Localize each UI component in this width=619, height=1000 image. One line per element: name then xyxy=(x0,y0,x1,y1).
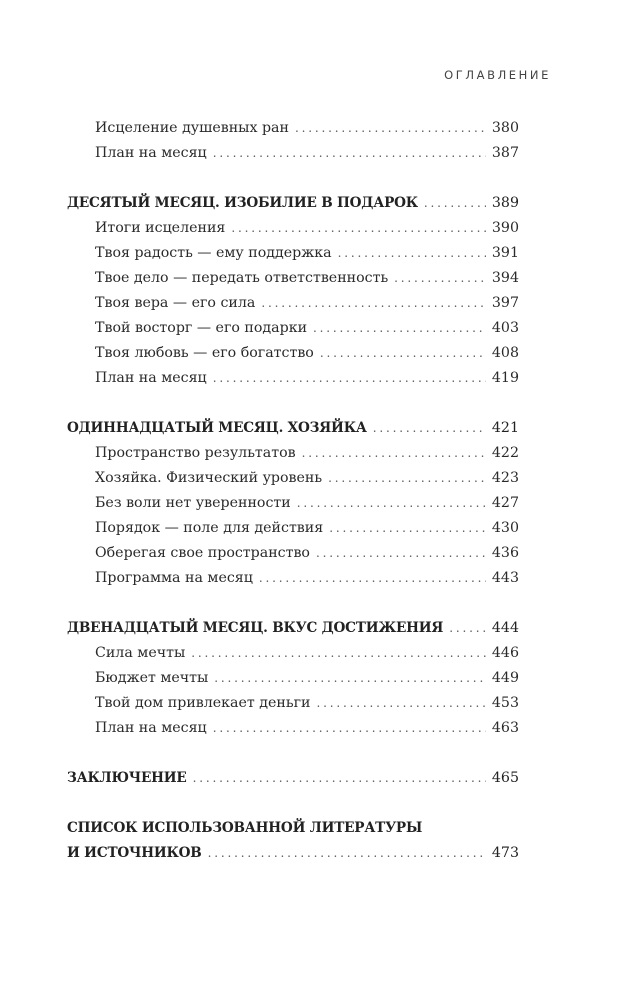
running-head: ОГЛАВЛЕНИЕ xyxy=(444,68,551,82)
entry-title: План на месяц xyxy=(95,145,207,161)
entry-title: Твоя вера — его сила xyxy=(95,295,256,311)
entry-page-number: 463 xyxy=(491,720,519,736)
entry-title: План на месяц xyxy=(95,370,207,386)
dot-leader xyxy=(193,766,486,791)
chapter-heading-bibliography[interactable] xyxy=(67,841,519,866)
toc-section xyxy=(67,416,519,591)
entry-title: ДЕСЯТЫЙ МЕСЯЦ. ИЗОБИЛИЕ В ПОДАРОК xyxy=(67,195,418,211)
toc-entry[interactable] xyxy=(67,666,519,691)
dot-leader xyxy=(316,541,486,566)
dot-leader xyxy=(313,316,486,341)
dot-leader xyxy=(213,716,486,741)
entry-page-number: 443 xyxy=(491,570,519,586)
dot-leader xyxy=(191,641,486,666)
dot-leader xyxy=(316,691,485,716)
entry-title: Сила мечты xyxy=(95,645,186,661)
toc-entry[interactable] xyxy=(67,366,519,391)
dot-leader xyxy=(394,266,486,291)
toc-entry[interactable] xyxy=(67,566,519,591)
chapter-heading[interactable] xyxy=(67,416,519,441)
entry-title: Исцеление душевных ран xyxy=(95,120,289,136)
entry-title: Программа на месяц xyxy=(95,570,253,586)
dot-leader xyxy=(328,466,486,491)
entry-title: Твой восторг — его подарки xyxy=(95,320,308,336)
toc-entry[interactable] xyxy=(67,141,519,166)
entry-page-number: 419 xyxy=(491,370,519,386)
dot-leader xyxy=(259,566,486,591)
entry-page-number: 394 xyxy=(491,270,519,286)
entry-page-number: 449 xyxy=(491,670,519,686)
entry-page-number: 473 xyxy=(491,845,519,861)
entry-title: Бюджет мечты xyxy=(95,670,209,686)
bibliography-section[interactable] xyxy=(67,816,519,866)
entry-page-number: 427 xyxy=(491,495,519,511)
toc-entry[interactable] xyxy=(67,491,519,516)
dot-leader xyxy=(373,416,486,441)
entry-title: ЗАКЛЮЧЕНИЕ xyxy=(67,770,187,786)
dot-leader xyxy=(329,516,486,541)
dot-leader xyxy=(213,366,486,391)
entry-page-number: 403 xyxy=(491,320,519,336)
toc-entry[interactable] xyxy=(67,516,519,541)
toc-entry[interactable] xyxy=(67,466,519,491)
entry-page-number: 446 xyxy=(491,645,519,661)
dot-leader xyxy=(208,841,486,866)
entry-page-number: 387 xyxy=(491,145,519,161)
entry-page-number: 390 xyxy=(491,220,519,236)
entry-page-number: 453 xyxy=(491,695,519,711)
toc-entry[interactable] xyxy=(67,116,519,141)
entry-title: Хозяйка. Физический уровень xyxy=(95,470,323,486)
dot-leader xyxy=(261,291,486,316)
toc-entry[interactable] xyxy=(67,641,519,666)
toc-section xyxy=(67,191,519,391)
toc-entry[interactable] xyxy=(67,291,519,316)
entry-page-number: 421 xyxy=(491,420,519,436)
toc-entry[interactable] xyxy=(67,691,519,716)
dot-leader xyxy=(213,141,486,166)
entry-title: План на месяц xyxy=(95,720,207,736)
toc-entry[interactable] xyxy=(67,341,519,366)
toc-entry[interactable] xyxy=(67,216,519,241)
toc-entry[interactable] xyxy=(67,716,519,741)
chapter-heading[interactable] xyxy=(67,191,519,216)
dot-leader xyxy=(320,341,486,366)
entry-page-number: 408 xyxy=(491,345,519,361)
entry-page-number: 465 xyxy=(491,770,519,786)
toc-entry[interactable] xyxy=(67,541,519,566)
entry-title: Без воли нет уверенности xyxy=(95,495,291,511)
entry-page-number: 436 xyxy=(491,545,519,561)
dot-leader xyxy=(449,616,486,641)
entry-title: ДВЕНАДЦАТЫЙ МЕСЯЦ. ВКУС ДОСТИЖЕНИЯ xyxy=(67,620,444,636)
entry-page-number: 389 xyxy=(491,195,519,211)
entry-title: Твоя любовь — его богатство xyxy=(95,345,314,361)
toc-entry[interactable] xyxy=(67,441,519,466)
toc-entry[interactable] xyxy=(67,316,519,341)
chapter-heading-conclusion[interactable] xyxy=(67,766,519,791)
toc-section xyxy=(67,116,519,166)
dot-leader xyxy=(231,216,486,241)
dot-leader xyxy=(297,491,486,516)
entry-title: Порядок — поле для действия xyxy=(95,520,324,536)
entry-title: Твой дом привлекает деньги xyxy=(95,695,311,711)
toc-entry[interactable] xyxy=(67,241,519,266)
chapter-heading[interactable] xyxy=(67,616,519,641)
entry-title: Оберегая свое пространство xyxy=(95,545,310,561)
entry-title: Твое дело — передать ответственность xyxy=(95,270,389,286)
dot-leader xyxy=(338,241,486,266)
entry-page-number: 423 xyxy=(491,470,519,486)
entry-title: Твоя радость — ему поддержка xyxy=(95,245,332,261)
dot-leader xyxy=(295,116,486,141)
dot-leader xyxy=(302,441,486,466)
entry-page-number: 380 xyxy=(491,120,519,136)
bibliography-title-line1: СПИСОК ИСПОЛЬЗОВАННОЙ ЛИТЕРАТУРЫ xyxy=(67,820,423,836)
dot-leader xyxy=(214,666,486,691)
entry-title: И ИСТОЧНИКОВ xyxy=(67,845,202,861)
table-of-contents xyxy=(67,116,519,891)
entry-title: ОДИННАДЦАТЫЙ МЕСЯЦ. ХОЗЯЙКА xyxy=(67,420,367,436)
entry-page-number: 430 xyxy=(491,520,519,536)
entry-title: Пространство результатов xyxy=(95,445,296,461)
entry-page-number: 444 xyxy=(491,620,519,636)
entry-page-number: 397 xyxy=(491,295,519,311)
entry-title: Итоги исцеления xyxy=(95,220,226,236)
entry-page-number: 422 xyxy=(491,445,519,461)
dot-leader xyxy=(424,191,486,216)
toc-entry[interactable] xyxy=(67,266,519,291)
toc-section xyxy=(67,616,519,741)
conclusion-section xyxy=(67,766,519,791)
entry-page-number: 391 xyxy=(491,245,519,261)
